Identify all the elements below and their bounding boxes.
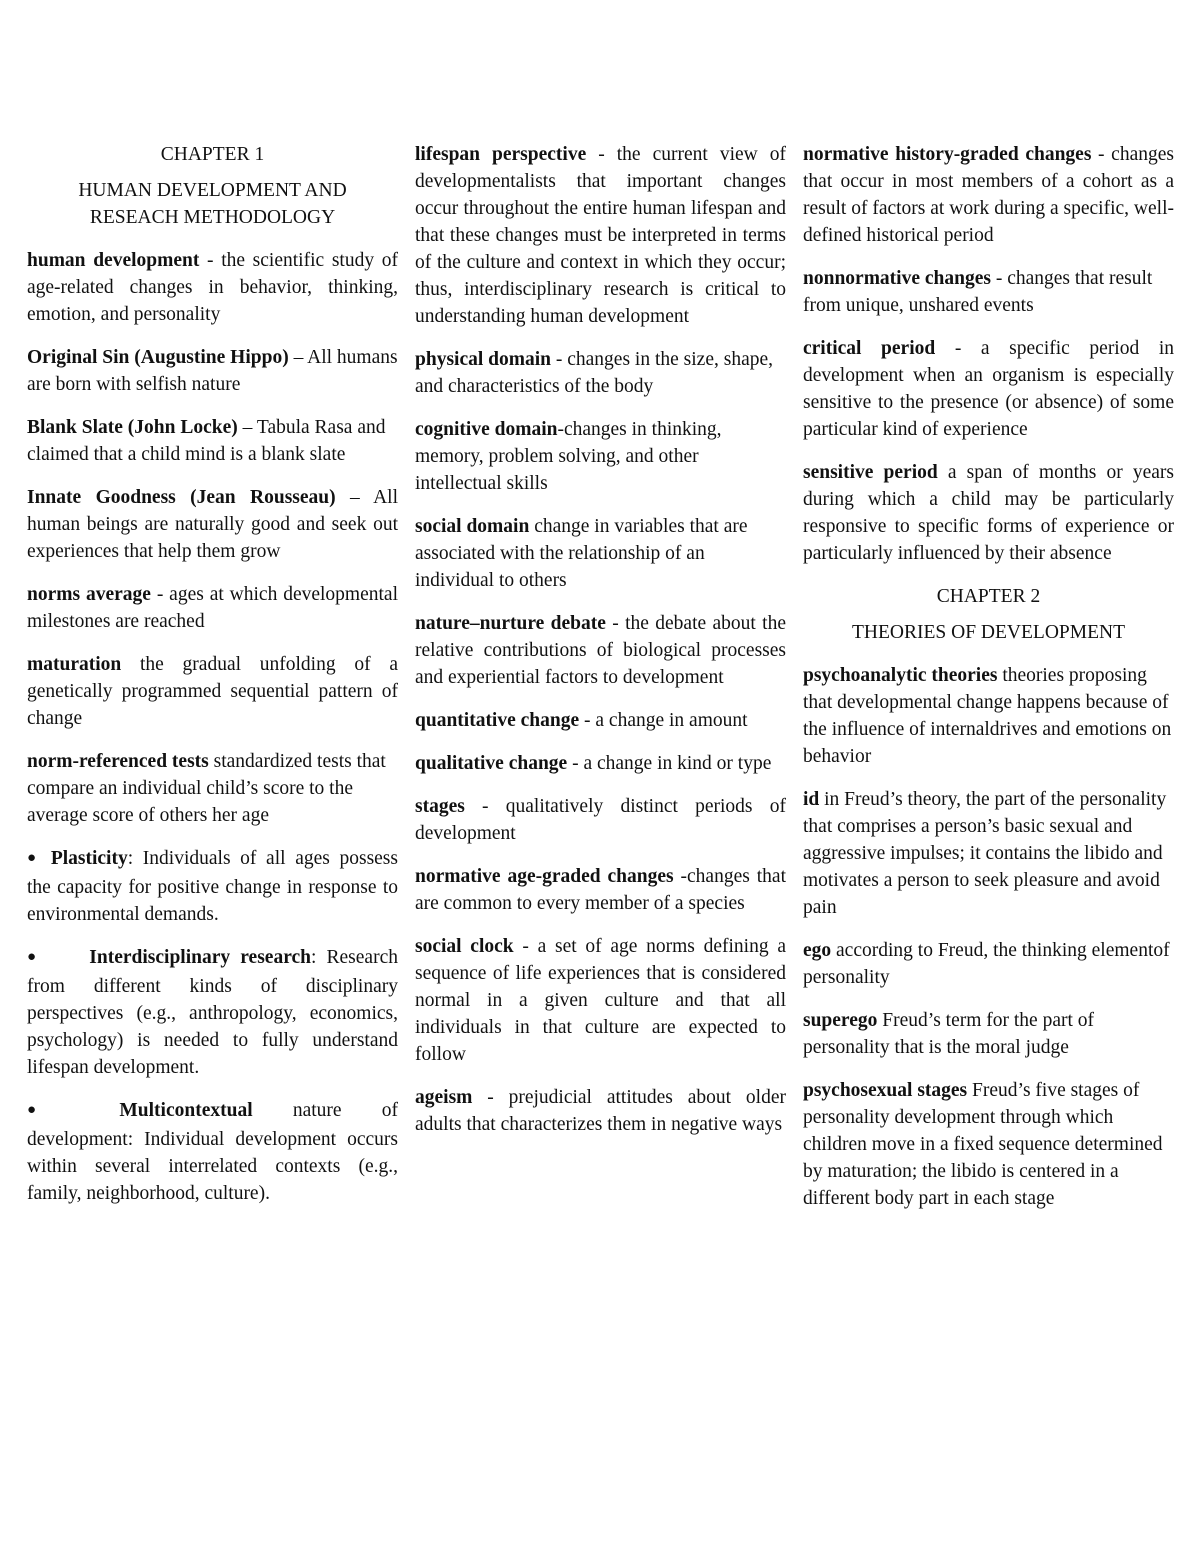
column-3: [803, 141, 1174, 1228]
definition-lifespan-perspective: [415, 141, 786, 330]
definition-nature-nurture-debate: [415, 610, 786, 691]
definition-qualitative-change: [415, 750, 786, 777]
term: Multicontextual: [119, 1100, 253, 1121]
bullet-plasticity: [27, 845, 398, 928]
term: sensitive period: [803, 462, 938, 483]
definition-text: standardized tests that compare an individual child’s score to the average score of others her age: [27, 751, 386, 826]
definition-text: - a specific period in development when an organism is especially sensitive to the presence (or absence) of some particular kind of experience: [803, 338, 1174, 440]
definition-quantitative-change: [415, 707, 786, 734]
definition-text: - the scientific study of age-related changes in behavior, thinking, emotion, and personality: [27, 250, 398, 325]
chapter-2-label: CHAPTER 2: [936, 586, 1041, 607]
term: lifespan perspective: [415, 144, 587, 165]
definition-text: in Freud’s theory, the part of the personality that comprises a person’s basic sexual and aggressive impulses; it contains the libido and motivates a person to seek pleasure and avoid pain: [803, 789, 1167, 918]
term: Plasticity: [50, 848, 128, 869]
definition-critical-period: [803, 335, 1174, 443]
definition-text: - changes that result from unique, unshared events: [803, 268, 1153, 316]
definition-text: theories proposing that developmental change happens because of the influence of internaldrives and emotions on behavior: [803, 665, 1172, 767]
bullet-icon: ●: [27, 1102, 72, 1118]
term: Innate Goodness (Jean Rousseau): [27, 487, 336, 508]
column-1: [27, 141, 398, 1223]
column-2: [415, 141, 786, 1154]
definition-text: - prejudicial attitudes about older adults that characterizes them in negative ways: [415, 1087, 786, 1135]
term: social domain: [415, 516, 530, 537]
definition-original-sin: [27, 344, 398, 398]
term: normative history-graded changes: [803, 144, 1092, 165]
definition-text: according to Freud, the thinking elementof personality: [803, 940, 1170, 988]
definition-text: -changes in thinking, memory, problem solving, and other intellectual skills: [415, 419, 722, 494]
term: human development: [27, 250, 200, 271]
term: physical domain: [415, 349, 551, 370]
definition-psychoanalytic-theories: [803, 662, 1174, 770]
chapter-1-title-line-1: HUMAN DEVELOPMENT AND: [78, 180, 347, 201]
definition-text: – All human beings are naturally good and seek out experiences that help them grow: [27, 487, 398, 562]
term: nature–nurture debate: [415, 613, 606, 634]
definition-text: – All humans are born with selfish nature: [27, 347, 398, 395]
term: nonnormative changes: [803, 268, 991, 289]
definition-text: – Tabula Rasa and claimed that a child mind is a blank slate: [27, 417, 386, 465]
definition-ego: [803, 937, 1174, 991]
term: stages: [415, 796, 465, 817]
definition-text: Freud’s five stages of personality development through which children move in a fixed sequence determined by maturation; the libido is centered in a different body part in each stage: [803, 1080, 1163, 1209]
definition-text: : Research from different kinds of disciplinary perspectives (e.g., anthropology, economics, psychology) is needed to fully understand lifespan development.: [27, 947, 398, 1078]
definition-cognitive-domain: [415, 416, 786, 497]
term: psychoanalytic theories: [803, 665, 998, 686]
definition-superego: [803, 1007, 1174, 1061]
definition-text: - the debate about the relative contributions of biological processes and experiential factors to development: [415, 613, 786, 688]
term: Interdisciplinary research: [89, 947, 311, 968]
term: superego: [803, 1010, 878, 1031]
definition-text: -changes that are common to every member of a species: [415, 866, 786, 914]
definition-text: - changes that occur in most members of a cohort as a result of factors at work during a specific, well-defined historical period: [803, 144, 1174, 246]
term: norm-referenced tests: [27, 751, 209, 772]
definition-text: - the current view of developmentalists that important changes occur throughout the entire human lifespan and that these changes must be interpreted in terms of the culture and context in which they occur; thus, interdisciplinary research is critical to understanding human development: [415, 144, 786, 327]
definition-text: a span of months or years during which a child may be particularly responsive to specific forms of experience or particularly influenced by their absence: [803, 462, 1174, 564]
definition-nonnormative-changes: [803, 265, 1174, 319]
definition-text: - qualitatively distinct periods of development: [415, 796, 786, 844]
definition-text: change in variables that are associated with the relationship of an individual to others: [415, 516, 748, 591]
definition-ageism: [415, 1084, 786, 1138]
definition-social-clock: [415, 933, 786, 1068]
definition-maturation: [27, 651, 398, 732]
definition-text: - a change in amount: [579, 710, 748, 731]
definition-text: nature of development: Individual development occurs within several interrelated contexts (e.g., family, neighborhood, culture).: [27, 1100, 398, 1204]
bullet-icon: ●: [27, 850, 41, 866]
definition-text: - a set of age norms defining a sequence of life experiences that is considered normal in a given culture and that all individuals in that culture are expected to follow: [415, 936, 786, 1065]
definition-text: - changes in the size, shape, and characteristics of the body: [415, 349, 774, 397]
definition-social-domain: [415, 513, 786, 594]
definition-normative-age-graded-changes: [415, 863, 786, 917]
definition-text: the gradual unfolding of a genetically programmed sequential pattern of change: [27, 654, 398, 729]
term: norms average: [27, 584, 151, 605]
definition-sensitive-period: [803, 459, 1174, 567]
definition-innate-goodness: [27, 484, 398, 565]
definition-text: - ages at which developmental milestones are reached: [27, 584, 398, 632]
bullet-interdisciplinary-research: [27, 944, 398, 1081]
definition-id: [803, 786, 1174, 921]
term: ego: [803, 940, 832, 961]
term: critical period: [803, 338, 936, 359]
term: Blank Slate (John Locke): [27, 417, 238, 438]
definition-stages: [415, 793, 786, 847]
definition-physical-domain: [415, 346, 786, 400]
definition-blank-slate: [27, 414, 398, 468]
term: quantitative change: [415, 710, 580, 731]
term: qualitative change: [415, 753, 568, 774]
bullet-multicontextual: [27, 1097, 398, 1207]
term: cognitive domain: [415, 419, 558, 440]
term: ageism: [415, 1087, 473, 1108]
definition-psychosexual-stages: [803, 1077, 1174, 1212]
term: Original Sin (Augustine Hippo): [27, 347, 289, 368]
term: maturation: [27, 654, 122, 675]
term: psychosexual stages: [803, 1080, 968, 1101]
term: social clock: [415, 936, 514, 957]
bullet-icon: ●: [27, 949, 42, 965]
definition-norms-average: [27, 581, 398, 635]
chapter-1-title-line-2: RESEACH METHODOLOGY: [89, 207, 336, 228]
definition-text: - a change in kind or type: [567, 753, 772, 774]
chapter-2-title: THEORIES OF DEVELOPMENT: [852, 622, 1125, 643]
definition-human-development: [27, 247, 398, 328]
chapter-1-label: CHAPTER 1: [160, 144, 265, 165]
term: id: [803, 789, 820, 810]
term: normative age-graded changes: [415, 866, 674, 887]
definition-normative-history-graded-changes: [803, 141, 1174, 249]
definition-text: : Individuals of all ages possess the capacity for positive change in response to environmental demands.: [27, 848, 398, 925]
definition-norm-referenced-tests: [27, 748, 398, 829]
definition-text: Freud’s term for the part of personality that is the moral judge: [803, 1010, 1095, 1058]
